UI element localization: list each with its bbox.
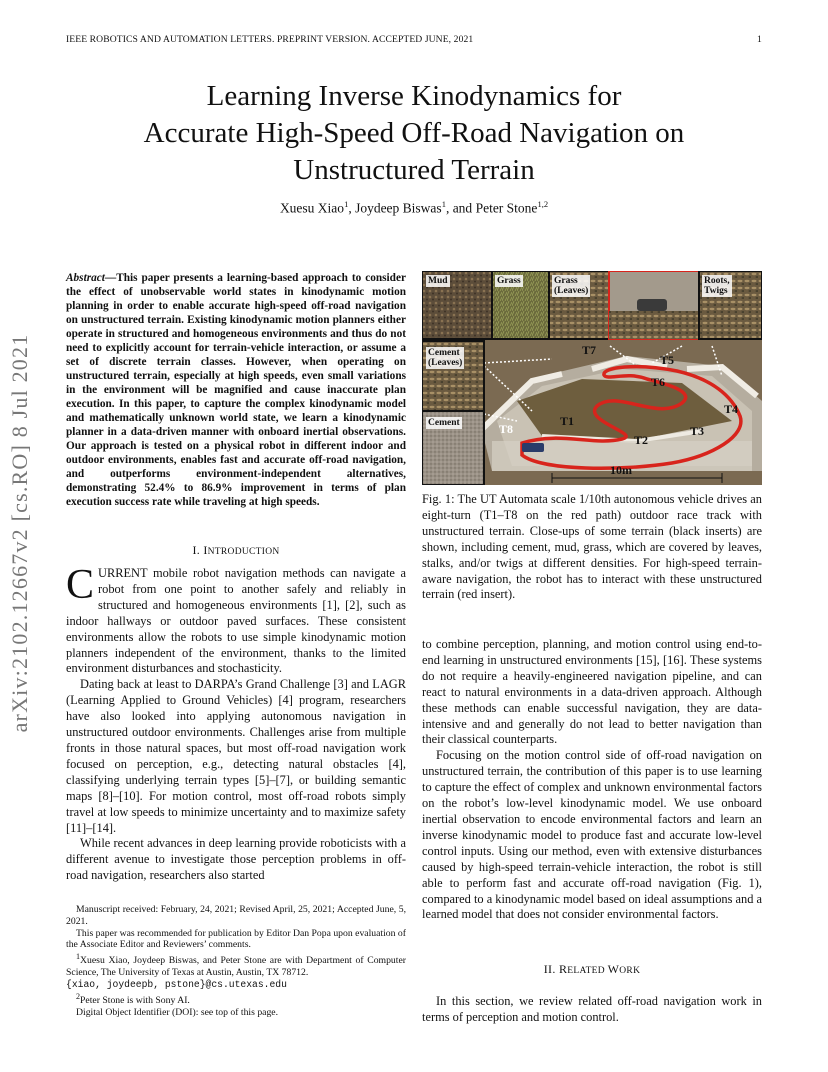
turn-label-t6: T6 <box>651 375 666 389</box>
paper-title <box>66 78 762 189</box>
section-heading-related-work <box>422 962 762 977</box>
paragraph: Focusing on the motion control side of off-road navigation on unstructured terrain, the contribution of this paper is to use learning to capture the effect of complex and unknown environmental factors on the robot’s low-level kinodynamic model. We use onboard inertial observation to encode environmental factors and learn an inverse kinodynamic model to produce fast and accurate low-level control inputs. Using our method, even with extensive disturbances caused by high-speed terrain-vehicle interaction, the robot is still able to perform fast and accurate off-road navigation (Fig. 1), compared to a kinodynamic model based on ideal assumptions and a learned model that does not consider environmental factors. <box>422 748 762 922</box>
inset-label-cement-leaves: Cement (Leaves) <box>428 348 463 368</box>
turn-label-t8: T8 <box>499 422 514 436</box>
arxiv-stamp: arXiv:2102.12667v2 [cs.RO] 8 Jul 2021 <box>7 333 32 733</box>
footnote-sony <box>66 991 406 1007</box>
scale-bar-label: 10m <box>610 463 632 477</box>
section-title-rest: ELATED <box>567 966 608 976</box>
turn-label-t1: T1 <box>560 414 575 428</box>
intro-text <box>66 562 406 884</box>
column-2-text <box>422 637 762 923</box>
author-2: Joydeep Biswas <box>355 200 442 216</box>
author-2-affil: 1 <box>441 199 446 209</box>
title-line-1: Learning Inverse Kinodynamics for <box>206 80 622 112</box>
author-emails: {xiao, joydeepb, pstone}@cs.utexas.edu <box>66 979 287 991</box>
abstract <box>66 271 406 509</box>
paragraph: to combine perception, planning, and motion control using end-to-end learning in unstructured environments [15], [16]. These systems do not require a heavily-engineered navigation pipeline, and can react to natural environments in a data-driven approach. Although these methods can enable successful navigation, they are data-intensive and and generally do not lead to better navigation than their classical counterparts. <box>422 637 762 747</box>
paragraph: Dating back at least to DARPA’s Grand Challenge [3] and LAGR (Learning Applied to Ground Vehicles) [4] program, researchers have also looked into applying autonomous navigation in unstructured outdoor environments. Challenges arise from multiple fronts in those natural spaces, but most off-road navigation work focused on perception, e.g., detecting natural obstacles [4], classifying underlying terrain types [5]–[7], or building semantic maps [8]–[10]. For motion control, most off-road robots simply travel at low speeds to minimize uncertainty and to maximize safety [11]–[14]. <box>66 677 406 835</box>
footnote-text: Xuesu Xiao, Joydeep Biswas, and Peter Stone are with Department of Computer Science, The University of Texas at Austin, Austin, TX 78712. <box>66 955 406 979</box>
author-1-affil: 1 <box>344 199 349 209</box>
figure-1-caption: Fig. 1: The UT Automata scale 1/10th autonomous vehicle drives an eight-turn (T1–T8 on the red path) outdoor race track with unstructured terrain. Close-ups of some terrain (black inserts) are shown, including cement, mud, grass, which are covered by leaves, stalks, and/or twigs at different densities. For high-speed terrain-aware navigation, the robot has to interact with these unstructured terrain (red insert). <box>422 492 762 602</box>
page-number: 1 <box>757 34 762 45</box>
section-title-cap: W <box>607 962 620 976</box>
section-number: I. <box>192 543 204 557</box>
inset-label-grass: Grass <box>497 276 521 286</box>
footnotes <box>66 904 406 1019</box>
inset-label-cement: Cement <box>428 418 460 428</box>
footnote-mark: 2 <box>76 991 81 1001</box>
section-title-cap: II. R <box>543 962 568 976</box>
section-heading-introduction <box>66 543 406 558</box>
footnote-editor: This paper was recommended for publication by Editor Dan Popa upon evaluation of the Associate Editor and Reviewers’ comments. <box>66 927 406 951</box>
title-line-3: Unstructured Terrain <box>293 154 535 186</box>
paragraph: While recent advances in deep learning provide roboticists with a different avenue to investigate those perception problems in off-road navigation, researchers also started <box>66 836 406 883</box>
footnote-mark: 1 <box>76 952 81 962</box>
author-list <box>66 199 762 217</box>
author-1: Xuesu Xiao <box>279 200 345 216</box>
section-title-rest: ORK <box>619 966 641 976</box>
footnote-received: Manuscript received: February, 24, 2021; Revised April, 25, 2021; Accepted June, 5, 2021. <box>66 904 406 927</box>
author-sep: , <box>348 200 356 216</box>
inset-label-grass-leaves: Grass (Leaves) <box>554 276 589 296</box>
turn-label-t3: T3 <box>690 424 705 438</box>
footnote-affiliation <box>66 951 406 991</box>
inset-label-roots-twigs: Roots, Twigs <box>704 276 730 296</box>
footnote-doi: Digital Object Identifier (DOI): see top of this page. <box>76 1006 279 1018</box>
race-track-photo <box>422 271 762 485</box>
related-work-text <box>422 982 762 1039</box>
turn-label-t5: T5 <box>660 353 675 367</box>
paragraph: In this section, we review related off-road navigation work in terms of perception and motion control. <box>422 994 762 1025</box>
running-header: IEEE ROBOTICS AND AUTOMATION LETTERS. PREPRINT VERSION. ACCEPTED JUNE, 2021 <box>66 34 474 45</box>
figure-1-race-track <box>422 271 762 485</box>
turn-label-t2: T2 <box>634 433 649 447</box>
author-sep: , and <box>445 200 476 216</box>
abstract-label: Abstract <box>66 272 105 284</box>
section-title-cap: I <box>203 543 208 557</box>
inset-label-mud: Mud <box>428 276 448 286</box>
author-3: Peter Stone <box>475 200 538 216</box>
footnote-text: Peter Stone is with Sony AI. <box>80 995 190 1007</box>
section-title-rest: NTRODUCTION <box>207 547 280 557</box>
abstract-text: —This paper presents a learning-based approach to consider the effect of unobservable world states in kinodynamic motion planning in order to enable accurate high-speed off-road navigation on unstructured terrain. Existing kinodynamic motion planners either operate in structured and homogeneous environments and thus do not need to explicitly account for terrain-vehicle interaction, or assume a set of discrete terrain classes. However, when operating on unstructured terrain, especially at high speeds, even small variations in the environment will be magnified and cause inaccurate plan execution. In this paper, to capture the complex kinodynamic model and mathematically unknown world state, we learn a kinodynamic planner in a data-driven manner with onboard inertial observations. Our approach is tested on a physical robot in different indoor and outdoor environments, enables fast and accurate off-road navigation, and outperforms environment-independent alternatives, demonstrating 52.4% to 86.9% improvement in terms of plan execution success rate while traveling at high speeds. <box>66 272 406 508</box>
drop-cap: C <box>66 562 95 608</box>
turn-label-t7: T7 <box>582 343 597 357</box>
title-line-2: Accurate High-Speed Off-Road Navigation on <box>143 117 685 149</box>
paragraph <box>66 562 406 677</box>
author-3-affil: 1,2 <box>537 199 549 209</box>
paragraph-text: URRENT mobile robot navigation methods can navigate a robot from one point to another safely and reliably in structured and homogeneous environments [1], [2], such as indoor hallways or outdoor paved surfaces. These consistent environments allow the robots to use simple kinodynamic motion planners independent of the environment, thanks to the limited environment disturbances and stochasticity. <box>66 566 406 676</box>
turn-label-t4: T4 <box>724 402 739 416</box>
